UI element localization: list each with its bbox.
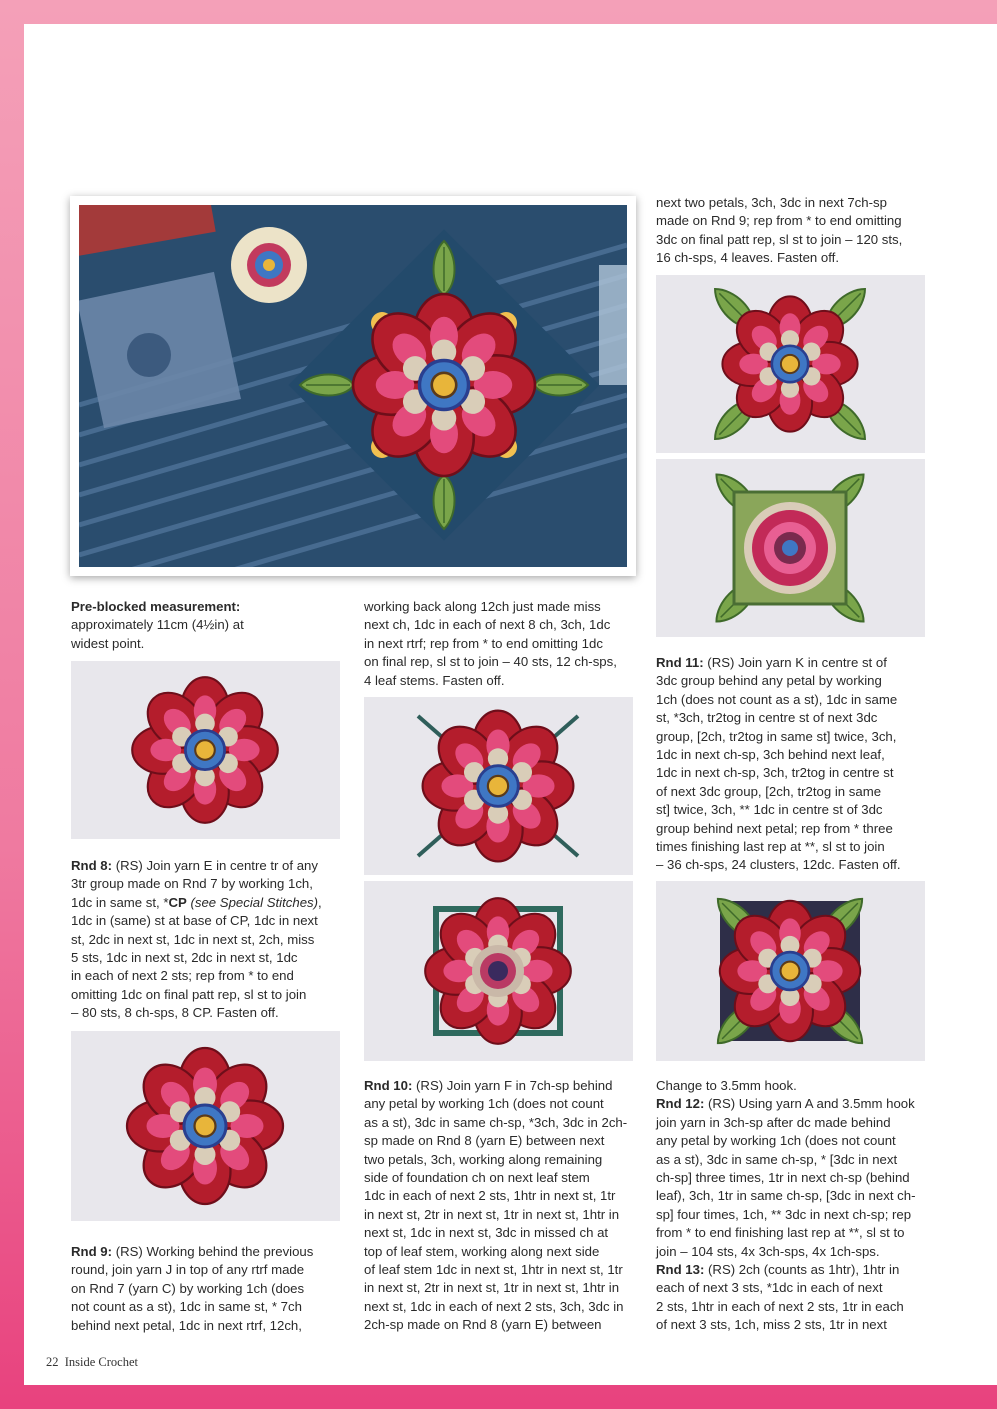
rnd10-leaves-motif-image (656, 275, 925, 453)
rnd8-motif-image (71, 1031, 340, 1221)
measurement-label: Pre-blocked measurement: (71, 599, 241, 614)
rnd10-continued: next two petals, 3ch, 3dc in next 7ch-sp made on Rnd 9; rep from * to end omitting 3dc on final patt rep, sl st to join – 120 sts, 16 ch-sps, 4 leaves. Fasten off. (656, 195, 903, 266)
rnd9-motif-image (364, 697, 633, 875)
blanket-photo-image (79, 205, 627, 567)
rnd11-label: Rnd 11: (656, 655, 704, 670)
rnd13-label: Rnd 13: (656, 1262, 705, 1278)
rnd9-label: Rnd 9: (71, 1244, 113, 1259)
rnd9-instructions (71, 1243, 356, 1335)
rnd10-leaves-photo (656, 275, 925, 453)
rnd11-a-photo (656, 459, 925, 637)
rnd8-text-b: , 1dc in (same) st at base of CP, 1dc in next st, 2dc in next st, 1dc in next st, 2ch, miss 5 sts, 1dc in next st, 2dc in next st, 1dc in each of next 2 sts; rep from * to end omitting 1dc on final patt rep, sl st to join – 80 sts, 8 ch-sps, 8 CP. Fasten off. (71, 894, 322, 1021)
rnd9-continued: working back along 12ch just made miss next ch, 1dc in each of next 8 ch, 3ch, 1dc in next rtrf; rep from * to end omitting 1dc on final rep, sl st to join – 40 sts, 12 ch-sps, 4 leaf stems. Fasten off. (364, 599, 617, 688)
rnd11-instructions (656, 654, 946, 875)
page-footer (46, 1355, 138, 1370)
rnd12-text: (RS) Using yarn A and 3.5mm hook join yarn in 3ch-sp after dc made behind any petal by working 1ch (does not count as a st), 3dc in same ch-sp, * [3dc in next ch-sp] three times, 1tr in next ch-sp (behind leaf), 3ch, 1tr in same ch-sp, [3dc in next ch- sp] four times, 1ch, ** 3dc in next ch-sp; rep from * to end finishing last rep at **, sl st to join – 104 sts, 4x 3ch-sps, 4x 1ch-sps. (656, 1096, 916, 1259)
measurement-text: approximately 11cm (4½in) at widest point. (71, 617, 244, 651)
rnd10-motif-image (364, 881, 633, 1061)
rnd8-label: Rnd 8: (71, 858, 113, 873)
rnd7-photo (71, 661, 340, 839)
rnd8-instructions (71, 857, 351, 1023)
rnd13-text: (RS) 2ch (counts as 1htr), 1htr in each of next 3 sts, *1dc in each of next 2 sts, 1htr in each of next 2 sts, 1tr in each of next 3 sts, 1ch, miss 2 sts, 1tr in next (656, 1262, 904, 1333)
rnd8-photo (71, 1031, 340, 1221)
measurement-note (71, 598, 351, 653)
rnd7-motif-image (71, 661, 340, 839)
page-number: 22 (46, 1355, 59, 1369)
rnd11-a-motif-image (656, 459, 925, 637)
rnd12-motif-image (656, 881, 925, 1061)
rnd9-photo (364, 697, 633, 875)
rnd11-text: (RS) Join yarn K in centre st of 3dc group behind any petal by working 1ch (does not count as a st), 1dc in same st, *3ch, tr2tog in centre st of next 3dc group, [2ch, tr2tog in same st] twice, 3ch, 1dc in next ch-sp, 3ch behind next leaf, 1dc in next ch-sp, 3ch, tr2tog in centre st of next 3dc group, [2ch, tr2tog in same st] twice, 3ch, ** 1dc in centre st of 3dc group behind next petal; rep from * three times finishing last rep at **, sl st to join – 36 ch-sps, 24 clusters, 12dc. Fasten off. (656, 655, 901, 873)
hook-change: Change to 3.5mm hook. (656, 1078, 797, 1093)
rnd12-label: Rnd 12: (656, 1096, 705, 1112)
rnd12-13-instructions (656, 1077, 951, 1335)
rnd12-photo (656, 881, 925, 1061)
rnd10-instructions (364, 1077, 649, 1335)
magazine-name: Inside Crochet (64, 1355, 138, 1369)
cp-abbrev: CP (168, 894, 187, 910)
rnd10-text: (RS) Join yarn F in 7ch-sp behind any petal by working 1ch (does not count as a st), 3dc in same ch-sp, *3ch, 3dc in 2ch- sp made on Rnd 8 (yarn E) between next two petals, 3ch, working along remaining side of foundation ch on next leaf stem 1dc in each of next 2 sts, 1htr in next st, 1tr in next st, 2tr in next st, 1tr in next st, 1htr in next st, 1dc in next st, 3dc in missed ch at top of leaf stem, working along next side of leaf stem 1dc in next st, 1htr in next st, 1tr in next st, 2tr in next st, 1tr in next st, 1htr in next st, 1dc in each of next 2 sts, 3ch, 3dc in 2ch-sp made on Rnd 8 (yarn E) between (364, 1078, 628, 1333)
rnd8-text-a: (RS) Join yarn E in centre tr of any 3tr group made on Rnd 7 by working 1ch, 1dc in same st, * (71, 858, 318, 910)
cp-note: (see Special Stitches) (186, 894, 319, 910)
main-photo (70, 196, 636, 576)
rnd10-photo (364, 881, 633, 1061)
rnd9-text: (RS) Working behind the previous round, join yarn J in top of any rtrf made on Rnd 7 (yarn C) by working 1ch (does not count as a st), 1dc in same st, * 7ch behind next petal, 1dc in next rtrf, 12ch, (71, 1244, 314, 1333)
rnd10-label: Rnd 10: (364, 1078, 413, 1093)
